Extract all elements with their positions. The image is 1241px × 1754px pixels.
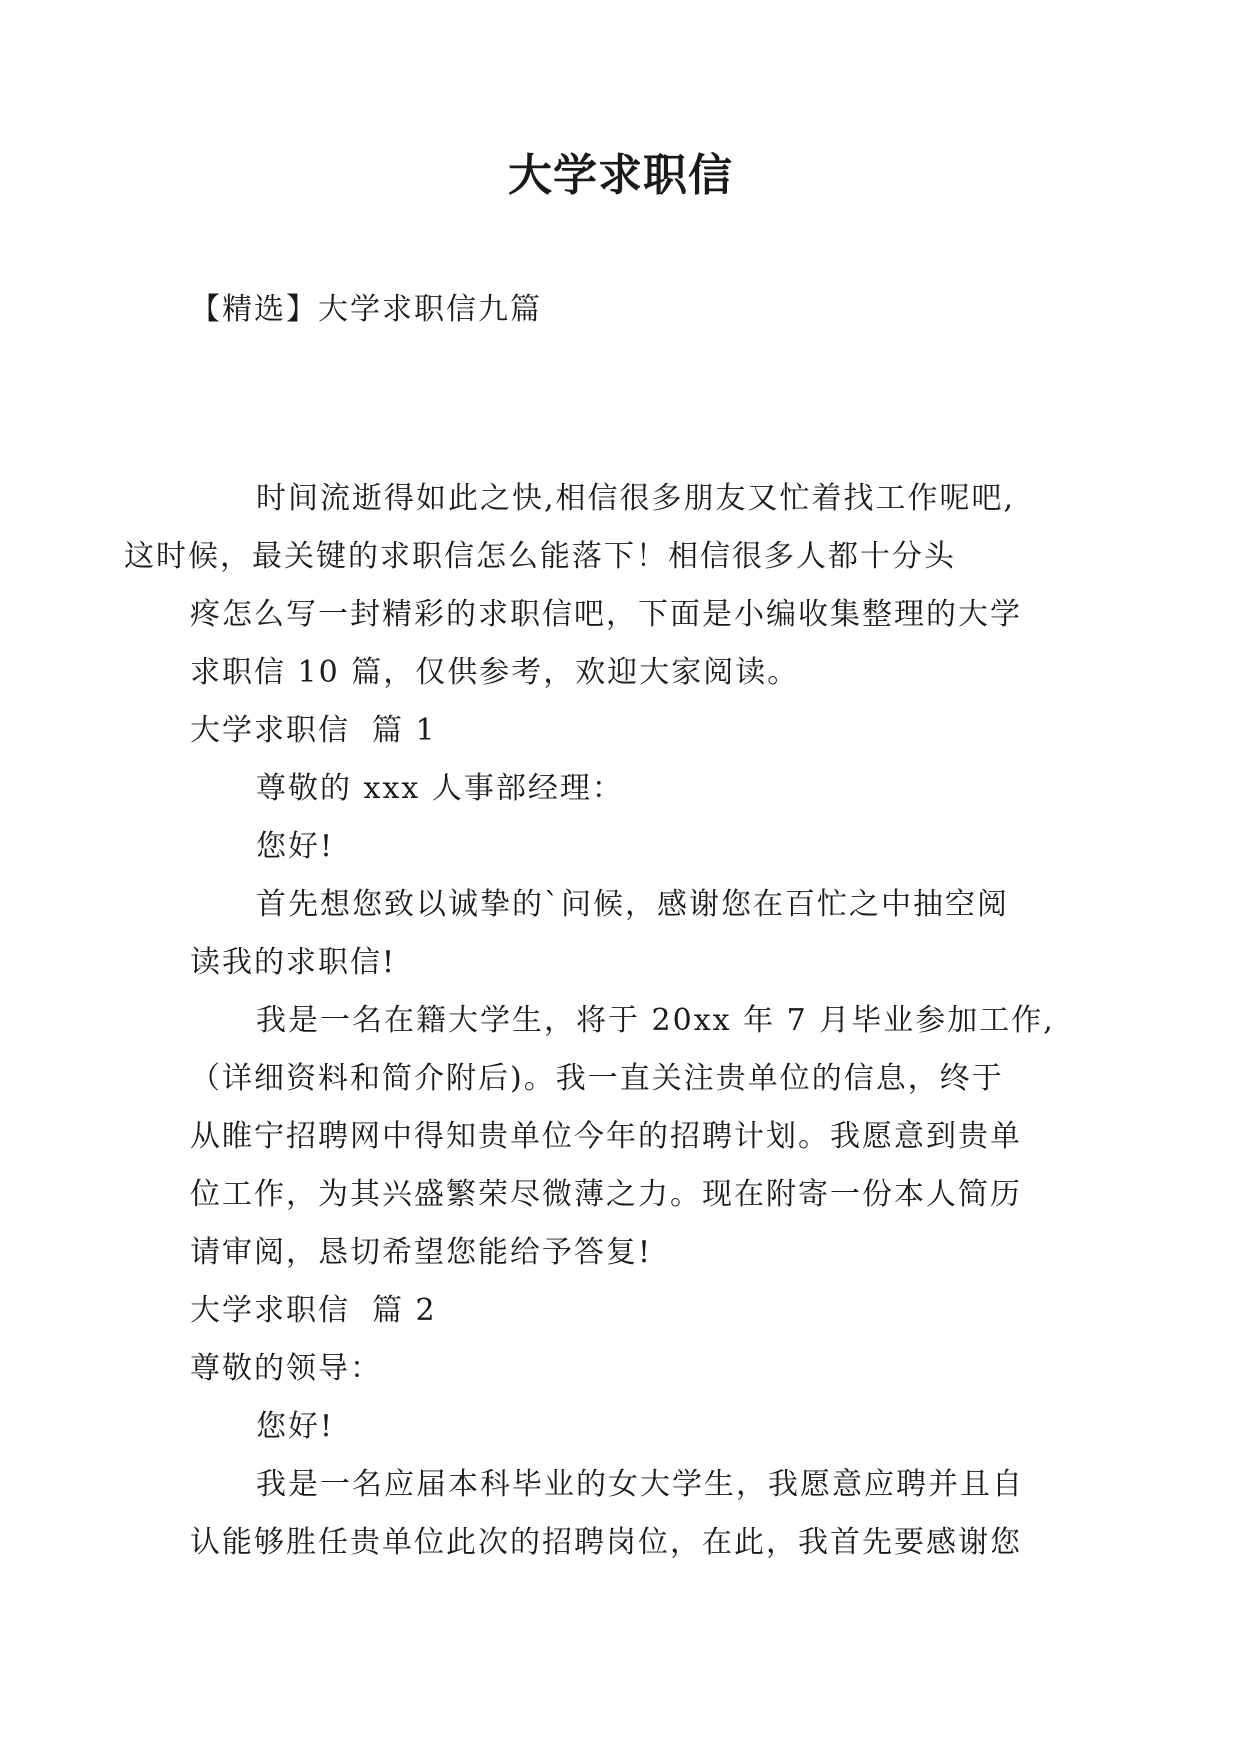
letter2-greeting: 您好! [256, 1409, 335, 1444]
intro-line: 疼怎么写一封精彩的求职信吧，下面是小编收集整理的大学 [190, 597, 1022, 632]
intro-line: 时间流逝得如此之快,相信很多朋友又忙着找工作呢吧, [256, 481, 1016, 516]
paragraph-line: 请审阅，恳切希望您能给予答复! [190, 1235, 653, 1270]
letter2-heading-number: 篇 2 [372, 1293, 437, 1328]
letter2-heading [190, 1282, 1080, 1340]
paragraph-line: 认能够胜任贵单位此次的招聘岗位，在此，我首先要感谢您 [190, 1525, 1022, 1560]
document-title: 大学求职信 [508, 150, 733, 201]
letter2-heading-text: 大学求职信 [190, 1293, 350, 1328]
letter2-paragraph-1 [190, 1456, 1080, 1572]
paragraph-line: 我是一名应届本科毕业的女大学生，我愿意应聘并且自 [256, 1467, 1024, 1502]
intro-line: 求职信 10 篇，仅供参考，欢迎大家阅读。 [190, 655, 800, 690]
letter1-paragraph-2 [190, 992, 1080, 1282]
document-body [124, 470, 1080, 1572]
letter1-greeting: 您好! [256, 829, 335, 864]
paragraph-line: 读我的求职信! [190, 945, 397, 980]
paragraph-line: 从睢宁招聘网中得知贵单位今年的招聘计划。我愿意到贵单 [190, 1119, 1022, 1154]
paragraph-line: 位工作，为其兴盛繁荣尽微薄之力。现在附寄一份本人简历 [190, 1177, 1022, 1212]
letter1-heading-number: 篇 1 [372, 713, 437, 748]
paragraph-line: 我是一名在籍大学生，将于 20xx 年 7 月毕业参加工作, [256, 1003, 1055, 1038]
intro-paragraph [124, 470, 1080, 702]
paragraph-line: （详细资料和简介附后)。我一直关注贵单位的信息，终于 [190, 1061, 1004, 1096]
paragraph-line: 首先想您致以诚挚的`问候，感谢您在百忙之中抽空阅 [256, 887, 1009, 922]
letter1-paragraph-1 [190, 876, 1080, 992]
letter1-heading [190, 702, 1080, 760]
letter1-heading-text: 大学求职信 [190, 713, 350, 748]
document-subtitle: 【精选】大学求职信九篇 [190, 292, 542, 327]
intro-line: 这时候，最关键的求职信怎么能落下！相信很多人都十分头 [124, 539, 956, 574]
letter1-salutation: 尊敬的 xxx 人事部经理： [256, 771, 624, 806]
letter2-salutation: 尊敬的领导： [190, 1351, 382, 1386]
